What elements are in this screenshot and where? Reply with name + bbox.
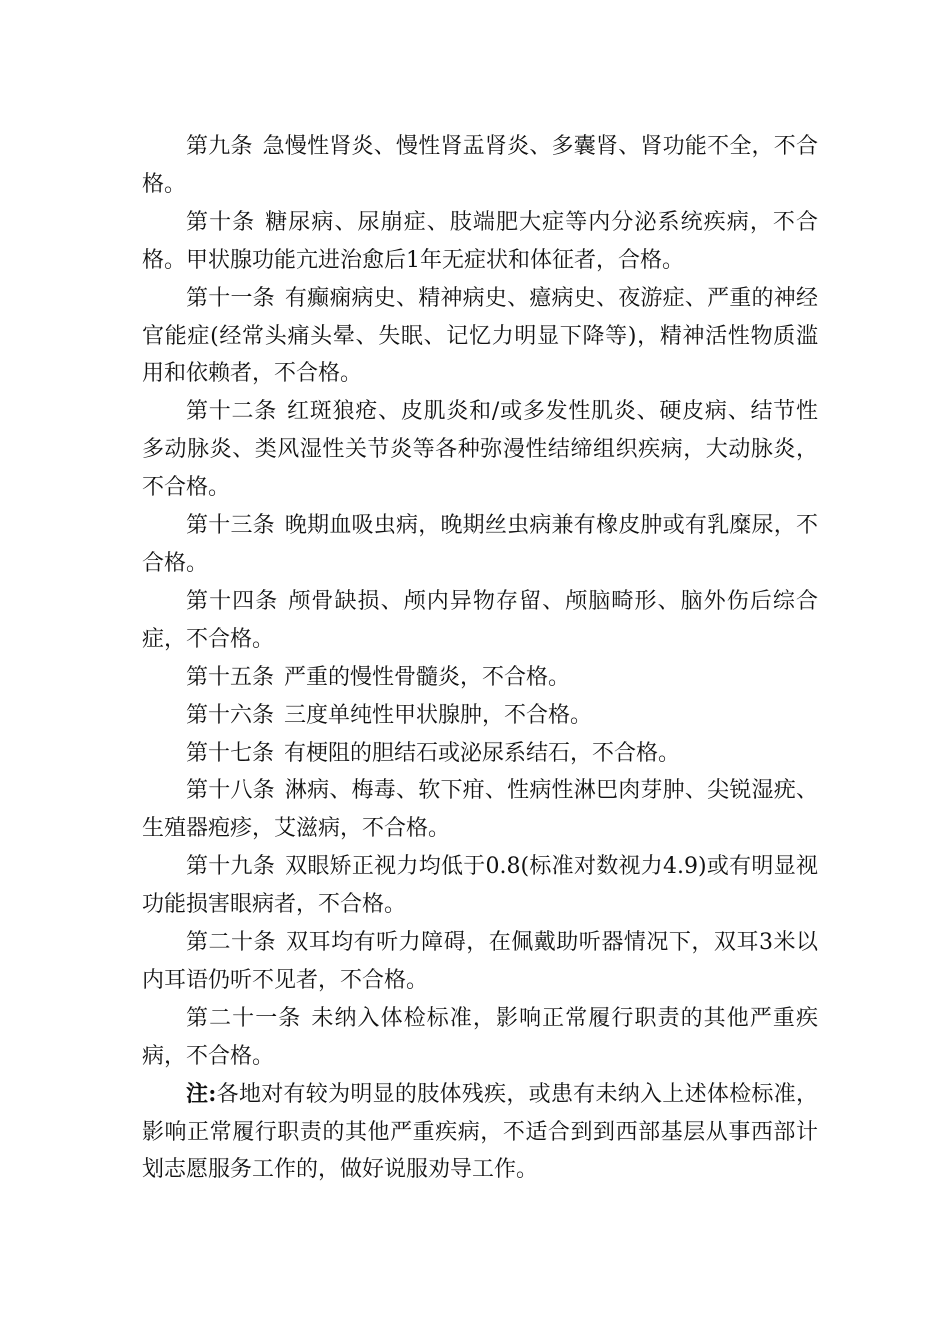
note-text: 各地对有较为明显的肢体残疾，或患有未纳入上述体检标准，影响正常履行职责的其他严重疾病，不适合到到西部基层从事西部计划志愿服务工作的，做好说服劝导工作。	[142, 1081, 818, 1183]
article-label: 第十三条	[186, 513, 275, 539]
article-label: 第二十条	[186, 930, 277, 956]
article-17	[142, 735, 818, 773]
article-9	[142, 128, 818, 204]
article-text: 颅骨缺损、颅内异物存留、颅脑畸形、脑外伤后综合症，不合格。	[142, 588, 818, 652]
document-body	[142, 128, 818, 1189]
article-text: 未纳入体检标准，影响正常履行职责的其他严重疾病，不合格。	[142, 1005, 818, 1069]
article-text: 三度单纯性甲状腺肿，不合格。	[284, 702, 593, 728]
article-text: 糖尿病、尿崩症、肢端肥大症等内分泌系统疾病，不合格。甲状腺功能亢进治愈后1年无症状和体征者，合格。	[142, 209, 818, 273]
article-12	[142, 393, 818, 507]
article-11	[142, 280, 818, 394]
article-text: 双耳均有听力障碍，在佩戴助听器情况下，双耳3米以内耳语仍听不见者，不合格。	[142, 930, 818, 993]
article-text: 双眼矫正视力均低于0.8(标准对数视力4.9)或有明显视功能损害眼病者，不合格。	[142, 854, 818, 918]
article-label: 第十二条	[186, 399, 278, 425]
article-text: 淋病、梅毒、软下疳、性病性淋巴肉芽肿、尖锐湿疣、生殖器疱疹，艾滋病，不合格。	[142, 778, 818, 842]
article-label: 第九条	[186, 134, 253, 159]
article-label: 第十七条	[186, 740, 275, 766]
article-16	[142, 697, 818, 735]
article-20	[142, 924, 818, 1000]
article-21	[142, 1000, 818, 1076]
article-19	[142, 848, 818, 924]
article-text: 有癫痫病史、精神病史、癔病史、夜游症、严重的神经官能症(经常头痛头晕、失眠、记忆力明显下降等)，精神活性物质滥用和依赖者，不合格。	[142, 285, 818, 387]
article-text: 有梗阻的胆结石或泌尿系结石，不合格。	[284, 740, 681, 766]
article-text: 红斑狼疮、皮肌炎和/或多发性肌炎、硬皮病、结节性多动脉炎、类风湿性关节炎等各种弥漫性结缔组织疾病，大动脉炎，不合格。	[142, 399, 818, 501]
note-label: 注:	[186, 1080, 217, 1107]
article-text: 急慢性肾炎、慢性肾盂肾炎、多囊肾、肾功能不全，不合格。	[142, 134, 818, 197]
article-14	[142, 583, 818, 659]
article-text: 严重的慢性骨髓炎，不合格。	[284, 664, 571, 690]
article-label: 第十六条	[186, 702, 275, 728]
article-18	[142, 772, 818, 848]
article-label: 第十一条	[186, 285, 275, 311]
article-label: 第十九条	[186, 854, 276, 880]
article-15	[142, 659, 818, 697]
article-label: 第十条	[186, 209, 256, 235]
note	[142, 1076, 818, 1190]
article-10	[142, 204, 818, 280]
article-label: 第十四条	[186, 588, 279, 614]
article-13	[142, 507, 818, 583]
article-label: 第十五条	[186, 664, 275, 690]
article-label: 第十八条	[186, 778, 275, 804]
article-label: 第二十一条	[186, 1005, 302, 1031]
article-text: 晚期血吸虫病，晚期丝虫病兼有橡皮肿或有乳糜尿，不合格。	[142, 513, 818, 576]
